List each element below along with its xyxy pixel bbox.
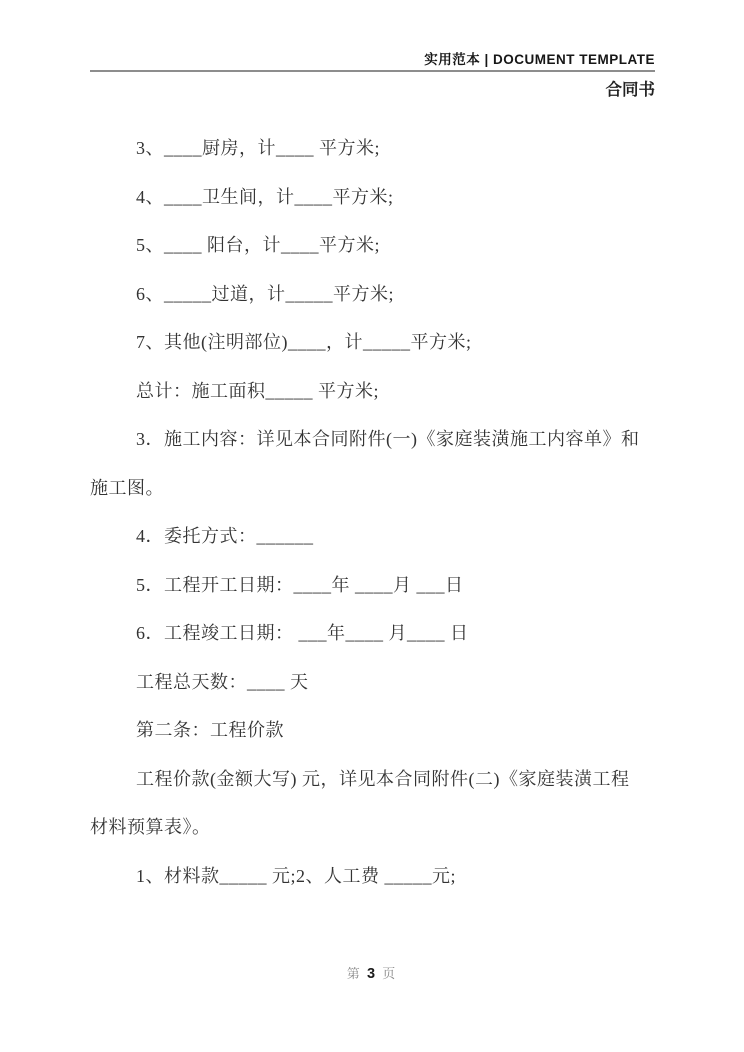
body-line: 3．施工内容：详见本合同附件(一)《家庭装潢施工内容单》和 bbox=[136, 429, 640, 449]
template-brand-text: 实用范本 | DOCUMENT TEMPLATE bbox=[424, 52, 655, 67]
body-line: 5．工程开工日期：____年 ____月 ___日 bbox=[136, 574, 464, 595]
body-line: 1、材料款_____ 元;2、人工费 _____元; bbox=[136, 865, 457, 886]
body-line: 第二条：工程价款 bbox=[136, 720, 284, 740]
contract-body bbox=[90, 124, 664, 900]
body-line: 4．委托方式：______ bbox=[136, 526, 314, 546]
body-line: 6．工程竣工日期： ___年____ 月____ 日 bbox=[136, 623, 469, 643]
body-line: 工程价款(金额大写) 元，详见本合同附件(二)《家庭装潢工程 bbox=[136, 768, 630, 789]
page-footer bbox=[0, 963, 744, 982]
body-line: 3、____厨房，计____ 平方米; bbox=[136, 138, 381, 158]
body-line: 材料预算表》。 bbox=[90, 817, 211, 837]
page-label-suffix: 页 bbox=[382, 966, 398, 981]
page-number: 3 bbox=[366, 966, 378, 982]
body-line: 工程总天数：____ 天 bbox=[136, 671, 309, 692]
document-type-title: 合同书 bbox=[605, 81, 655, 99]
body-line: 6、_____过道，计_____平方米; bbox=[136, 283, 395, 304]
page-label-prefix: 第 bbox=[346, 966, 362, 981]
body-line: 5、____ 阳台，计____平方米; bbox=[136, 235, 381, 255]
body-line: 施工图。 bbox=[90, 477, 164, 498]
body-line: 总计：施工面积_____ 平方米; bbox=[136, 380, 379, 401]
header-divider-line bbox=[90, 70, 655, 72]
body-line: 7、其他(注明部位)____，计_____平方米; bbox=[136, 332, 472, 352]
body-line: 4、____卫生间，计____平方米; bbox=[136, 186, 394, 207]
